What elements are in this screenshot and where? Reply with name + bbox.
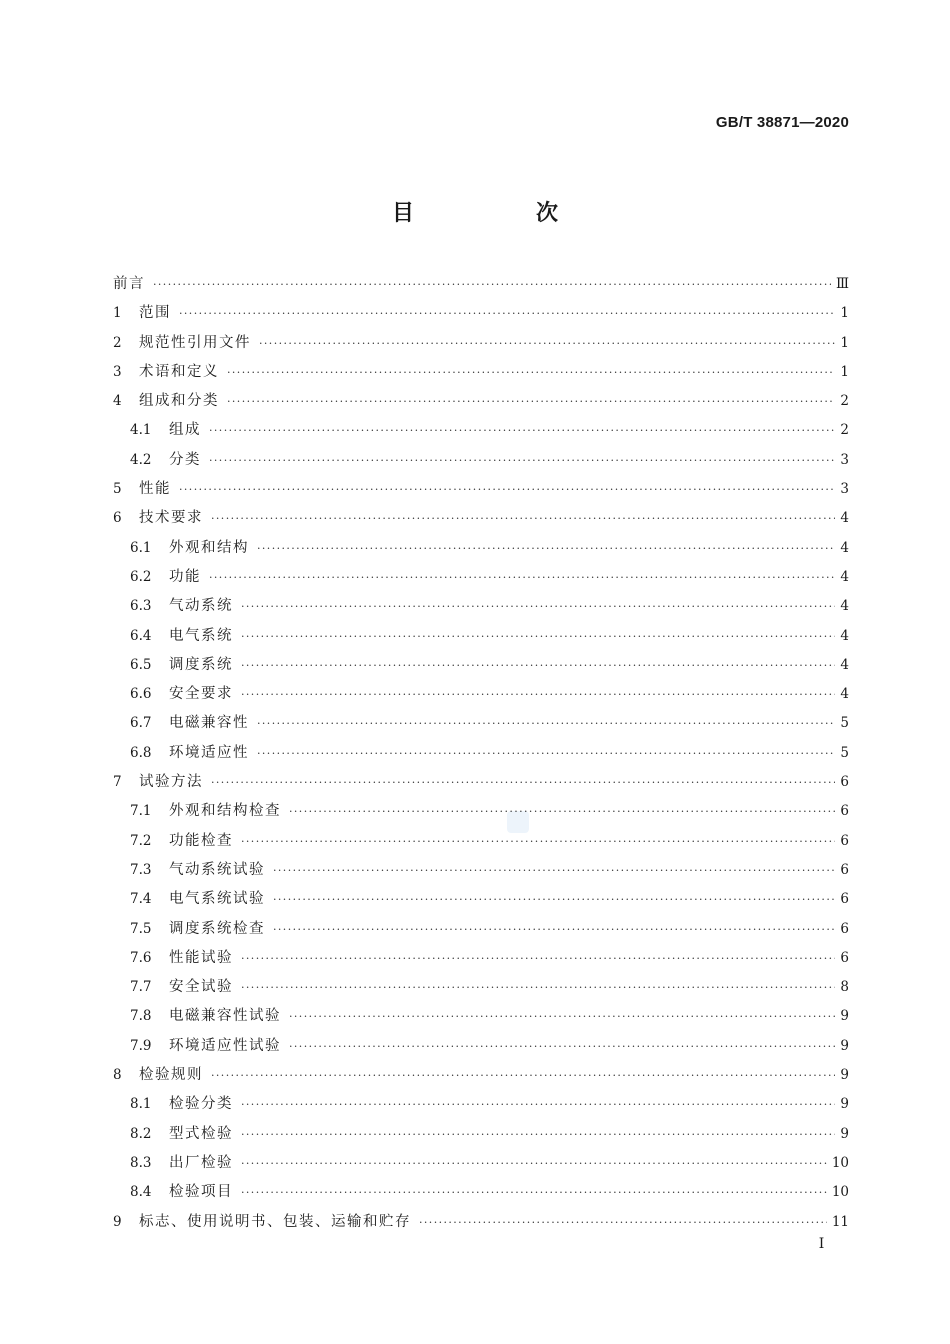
toc-entry-page: 1 bbox=[840, 305, 849, 322]
standard-number: GB/T 38871—2020 bbox=[715, 114, 849, 131]
toc-entry-page: 9 bbox=[840, 1096, 849, 1113]
toc-entry-number: 8.4 bbox=[130, 1184, 152, 1201]
toc-entry-page: 9 bbox=[840, 1008, 849, 1025]
toc-entry-page: 6 bbox=[840, 920, 849, 937]
table-of-contents bbox=[113, 270, 849, 1237]
toc-entry-title: 组成 bbox=[169, 422, 201, 439]
toc-entry-page: 10 bbox=[831, 1184, 849, 1201]
toc-dot-leader bbox=[211, 1061, 835, 1090]
toc-entry[interactable] bbox=[113, 915, 849, 944]
toc-entry-number: 4 bbox=[113, 393, 122, 410]
toc-entry-page: 4 bbox=[840, 510, 849, 527]
toc-entry-title: 技术要求 bbox=[139, 510, 203, 527]
toc-entry-title: 安全要求 bbox=[169, 686, 233, 703]
toc-entry-number: 6 bbox=[113, 510, 122, 527]
toc-dot-leader bbox=[273, 856, 835, 885]
toc-entry-title: 调度系统 bbox=[169, 656, 233, 673]
toc-entry[interactable] bbox=[113, 592, 849, 621]
toc-entry-number: 4.2 bbox=[130, 451, 152, 468]
toc-entry-title: 电气系统试验 bbox=[169, 891, 265, 908]
toc-entry-number: 8.3 bbox=[130, 1154, 152, 1171]
toc-entry[interactable] bbox=[113, 973, 849, 1002]
toc-entry-number: 8.1 bbox=[130, 1096, 152, 1113]
toc-entry[interactable] bbox=[113, 1149, 849, 1178]
toc-dot-leader bbox=[241, 1149, 827, 1178]
toc-entry-page: 2 bbox=[840, 393, 849, 410]
toc-dot-leader bbox=[211, 768, 835, 797]
toc-entry-number: 8 bbox=[113, 1067, 122, 1084]
toc-dot-leader bbox=[227, 387, 835, 416]
toc-entry-title: 检验规则 bbox=[139, 1067, 203, 1084]
toc-entry-title: 气动系统试验 bbox=[169, 861, 265, 878]
toc-dot-leader bbox=[209, 416, 835, 445]
toc-entry[interactable] bbox=[113, 475, 849, 504]
toc-entry[interactable] bbox=[113, 1090, 849, 1119]
toc-entry-number: 6.6 bbox=[130, 686, 152, 703]
toc-entry-number: 4.1 bbox=[130, 422, 152, 439]
toc-entry-page: 2 bbox=[840, 422, 849, 439]
toc-entry-page: 6 bbox=[840, 861, 849, 878]
toc-entry-number: 6.4 bbox=[130, 627, 152, 644]
toc-entry[interactable] bbox=[113, 1120, 849, 1149]
toc-entry-page: 10 bbox=[831, 1154, 849, 1171]
toc-dot-leader bbox=[257, 534, 835, 563]
toc-entry[interactable] bbox=[113, 387, 849, 416]
toc-dot-leader bbox=[179, 299, 835, 328]
toc-dot-leader bbox=[289, 1002, 835, 1031]
toc-dot-leader bbox=[241, 944, 835, 973]
toc-entry-page: 6 bbox=[840, 891, 849, 908]
toc-entry[interactable] bbox=[113, 1002, 849, 1031]
toc-entry-page: 4 bbox=[840, 656, 849, 673]
toc-entry-number: 3 bbox=[113, 363, 122, 380]
toc-entry-title: 试验方法 bbox=[139, 774, 203, 791]
toc-entry[interactable] bbox=[113, 534, 849, 563]
toc-entry-page: 9 bbox=[840, 1125, 849, 1142]
toc-entry-number: 7.3 bbox=[130, 861, 152, 878]
toc-entry-title: 电磁兼容性 bbox=[169, 715, 249, 732]
toc-entry-page: 3 bbox=[840, 451, 849, 468]
toc-entry[interactable] bbox=[113, 885, 849, 914]
toc-entry[interactable] bbox=[113, 856, 849, 885]
toc-entry-page: 4 bbox=[840, 598, 849, 615]
toc-entry[interactable] bbox=[113, 797, 849, 826]
toc-entry[interactable] bbox=[113, 329, 849, 358]
toc-dot-leader bbox=[241, 680, 835, 709]
toc-entry-page: 4 bbox=[840, 539, 849, 556]
toc-entry-title: 电气系统 bbox=[169, 627, 233, 644]
toc-dot-leader bbox=[241, 973, 835, 1002]
toc-entry-number: 7.4 bbox=[130, 891, 152, 908]
toc-entry-title: 范围 bbox=[139, 305, 171, 322]
toc-dot-leader bbox=[241, 592, 835, 621]
toc-entry-title: 外观和结构检查 bbox=[169, 803, 281, 820]
toc-entry-number: 7.1 bbox=[130, 803, 152, 820]
toc-dot-leader bbox=[209, 446, 835, 475]
toc-entry-page: 3 bbox=[840, 481, 849, 498]
toc-entry-title: 出厂检验 bbox=[169, 1154, 233, 1171]
toc-dot-leader bbox=[241, 827, 835, 856]
toc-entry-page: 6 bbox=[840, 774, 849, 791]
toc-entry[interactable] bbox=[113, 1061, 849, 1090]
toc-entry[interactable] bbox=[113, 446, 849, 475]
toc-entry-number: 8.2 bbox=[130, 1125, 152, 1142]
toc-entry-number: 7.6 bbox=[130, 949, 152, 966]
toc-entry-page: 9 bbox=[840, 1037, 849, 1054]
toc-entry-title: 电磁兼容性试验 bbox=[169, 1008, 281, 1025]
toc-entry-page: 9 bbox=[840, 1067, 849, 1084]
toc-dot-leader bbox=[153, 270, 831, 299]
toc-entry-page: 5 bbox=[840, 715, 849, 732]
toc-dot-leader bbox=[289, 1032, 835, 1061]
toc-dot-leader bbox=[273, 915, 835, 944]
toc-entry[interactable] bbox=[113, 299, 849, 328]
toc-entry-page: 4 bbox=[840, 627, 849, 644]
toc-dot-leader bbox=[289, 797, 835, 826]
footer-page-number: Ⅰ bbox=[818, 1236, 825, 1252]
toc-entry[interactable] bbox=[113, 944, 849, 973]
toc-dot-leader bbox=[241, 651, 835, 680]
toc-entry[interactable] bbox=[113, 768, 849, 797]
toc-entry[interactable] bbox=[113, 358, 849, 387]
toc-entry-page: 11 bbox=[831, 1213, 849, 1230]
toc-entry-number: 7.5 bbox=[130, 920, 152, 937]
toc-title: 目 次 bbox=[391, 201, 608, 226]
toc-entry-title: 标志、使用说明书、包装、运输和贮存 bbox=[139, 1213, 411, 1230]
toc-entry[interactable] bbox=[113, 827, 849, 856]
toc-entry-title: 气动系统 bbox=[169, 598, 233, 615]
toc-entry-number: 7.8 bbox=[130, 1008, 152, 1025]
toc-entry-page: 4 bbox=[840, 686, 849, 703]
toc-entry-title: 前言 bbox=[113, 276, 145, 292]
toc-entry[interactable] bbox=[113, 1178, 849, 1207]
toc-dot-leader bbox=[227, 358, 835, 387]
toc-entry-page: 4 bbox=[840, 568, 849, 585]
toc-entry-title: 性能试验 bbox=[169, 949, 233, 966]
toc-entry-title: 分类 bbox=[169, 451, 201, 468]
toc-entry-title: 环境适应性试验 bbox=[169, 1037, 281, 1054]
toc-entry[interactable] bbox=[113, 651, 849, 680]
toc-entry-number: 7 bbox=[113, 774, 122, 791]
toc-entry[interactable] bbox=[113, 622, 849, 651]
toc-entry-title: 组成和分类 bbox=[139, 393, 219, 410]
toc-dot-leader bbox=[241, 1120, 835, 1149]
toc-entry-page: 6 bbox=[840, 803, 849, 820]
toc-entry-title: 型式检验 bbox=[169, 1125, 233, 1142]
toc-entry-number: 2 bbox=[113, 334, 122, 351]
toc-entry[interactable] bbox=[113, 709, 849, 738]
toc-entry-title: 功能 bbox=[169, 568, 201, 585]
toc-entry-number: 6.3 bbox=[130, 598, 152, 615]
toc-dot-leader bbox=[209, 563, 835, 592]
toc-entry-page: 1 bbox=[840, 363, 849, 380]
toc-entry-number: 6.8 bbox=[130, 744, 152, 761]
toc-entry-number: 9 bbox=[113, 1213, 122, 1230]
toc-entry-number: 6.5 bbox=[130, 656, 152, 673]
toc-entry-title: 术语和定义 bbox=[139, 363, 219, 380]
toc-dot-leader bbox=[419, 1208, 827, 1237]
toc-entry-title: 调度系统检查 bbox=[169, 920, 265, 937]
toc-dot-leader bbox=[273, 885, 835, 914]
toc-entry-title: 功能检查 bbox=[169, 832, 233, 849]
toc-dot-leader bbox=[257, 709, 835, 738]
toc-entry-title: 安全试验 bbox=[169, 979, 233, 996]
toc-entry-page: 6 bbox=[840, 832, 849, 849]
toc-entry-number: 6.7 bbox=[130, 715, 152, 732]
toc-entry-number: 7.7 bbox=[130, 979, 152, 996]
toc-dot-leader bbox=[241, 1090, 835, 1119]
toc-entry[interactable] bbox=[113, 680, 849, 709]
toc-dot-leader bbox=[259, 329, 835, 358]
toc-entry-title: 检验分类 bbox=[169, 1096, 233, 1113]
toc-entry-title: 环境适应性 bbox=[169, 744, 249, 761]
toc-entry-page: 5 bbox=[840, 744, 849, 761]
toc-entry[interactable] bbox=[113, 504, 849, 533]
toc-dot-leader bbox=[179, 475, 835, 504]
toc-dot-leader bbox=[241, 1178, 827, 1207]
toc-dot-leader bbox=[241, 622, 835, 651]
toc-entry-title: 外观和结构 bbox=[169, 539, 249, 556]
toc-entry-title: 检验项目 bbox=[169, 1184, 233, 1201]
toc-entry-page: Ⅲ bbox=[835, 276, 849, 292]
toc-entry[interactable] bbox=[113, 739, 849, 768]
toc-entry-number: 1 bbox=[113, 305, 122, 322]
toc-entry[interactable] bbox=[113, 1208, 849, 1237]
toc-entry[interactable] bbox=[113, 270, 849, 299]
toc-entry[interactable] bbox=[113, 416, 849, 445]
toc-entry-title: 规范性引用文件 bbox=[139, 334, 251, 351]
toc-entry-page: 1 bbox=[840, 334, 849, 351]
toc-entry[interactable] bbox=[113, 1032, 849, 1061]
toc-entry-number: 6.1 bbox=[130, 539, 152, 556]
toc-entry-page: 8 bbox=[840, 979, 849, 996]
toc-entry-number: 6.2 bbox=[130, 568, 152, 585]
toc-entry-number: 7.9 bbox=[130, 1037, 152, 1054]
toc-dot-leader bbox=[211, 504, 835, 533]
toc-entry-number: 5 bbox=[113, 481, 122, 498]
toc-entry-page: 6 bbox=[840, 949, 849, 966]
toc-dot-leader bbox=[257, 739, 835, 768]
toc-entry[interactable] bbox=[113, 563, 849, 592]
toc-entry-number: 7.2 bbox=[130, 832, 152, 849]
toc-entry-title: 性能 bbox=[139, 481, 171, 498]
